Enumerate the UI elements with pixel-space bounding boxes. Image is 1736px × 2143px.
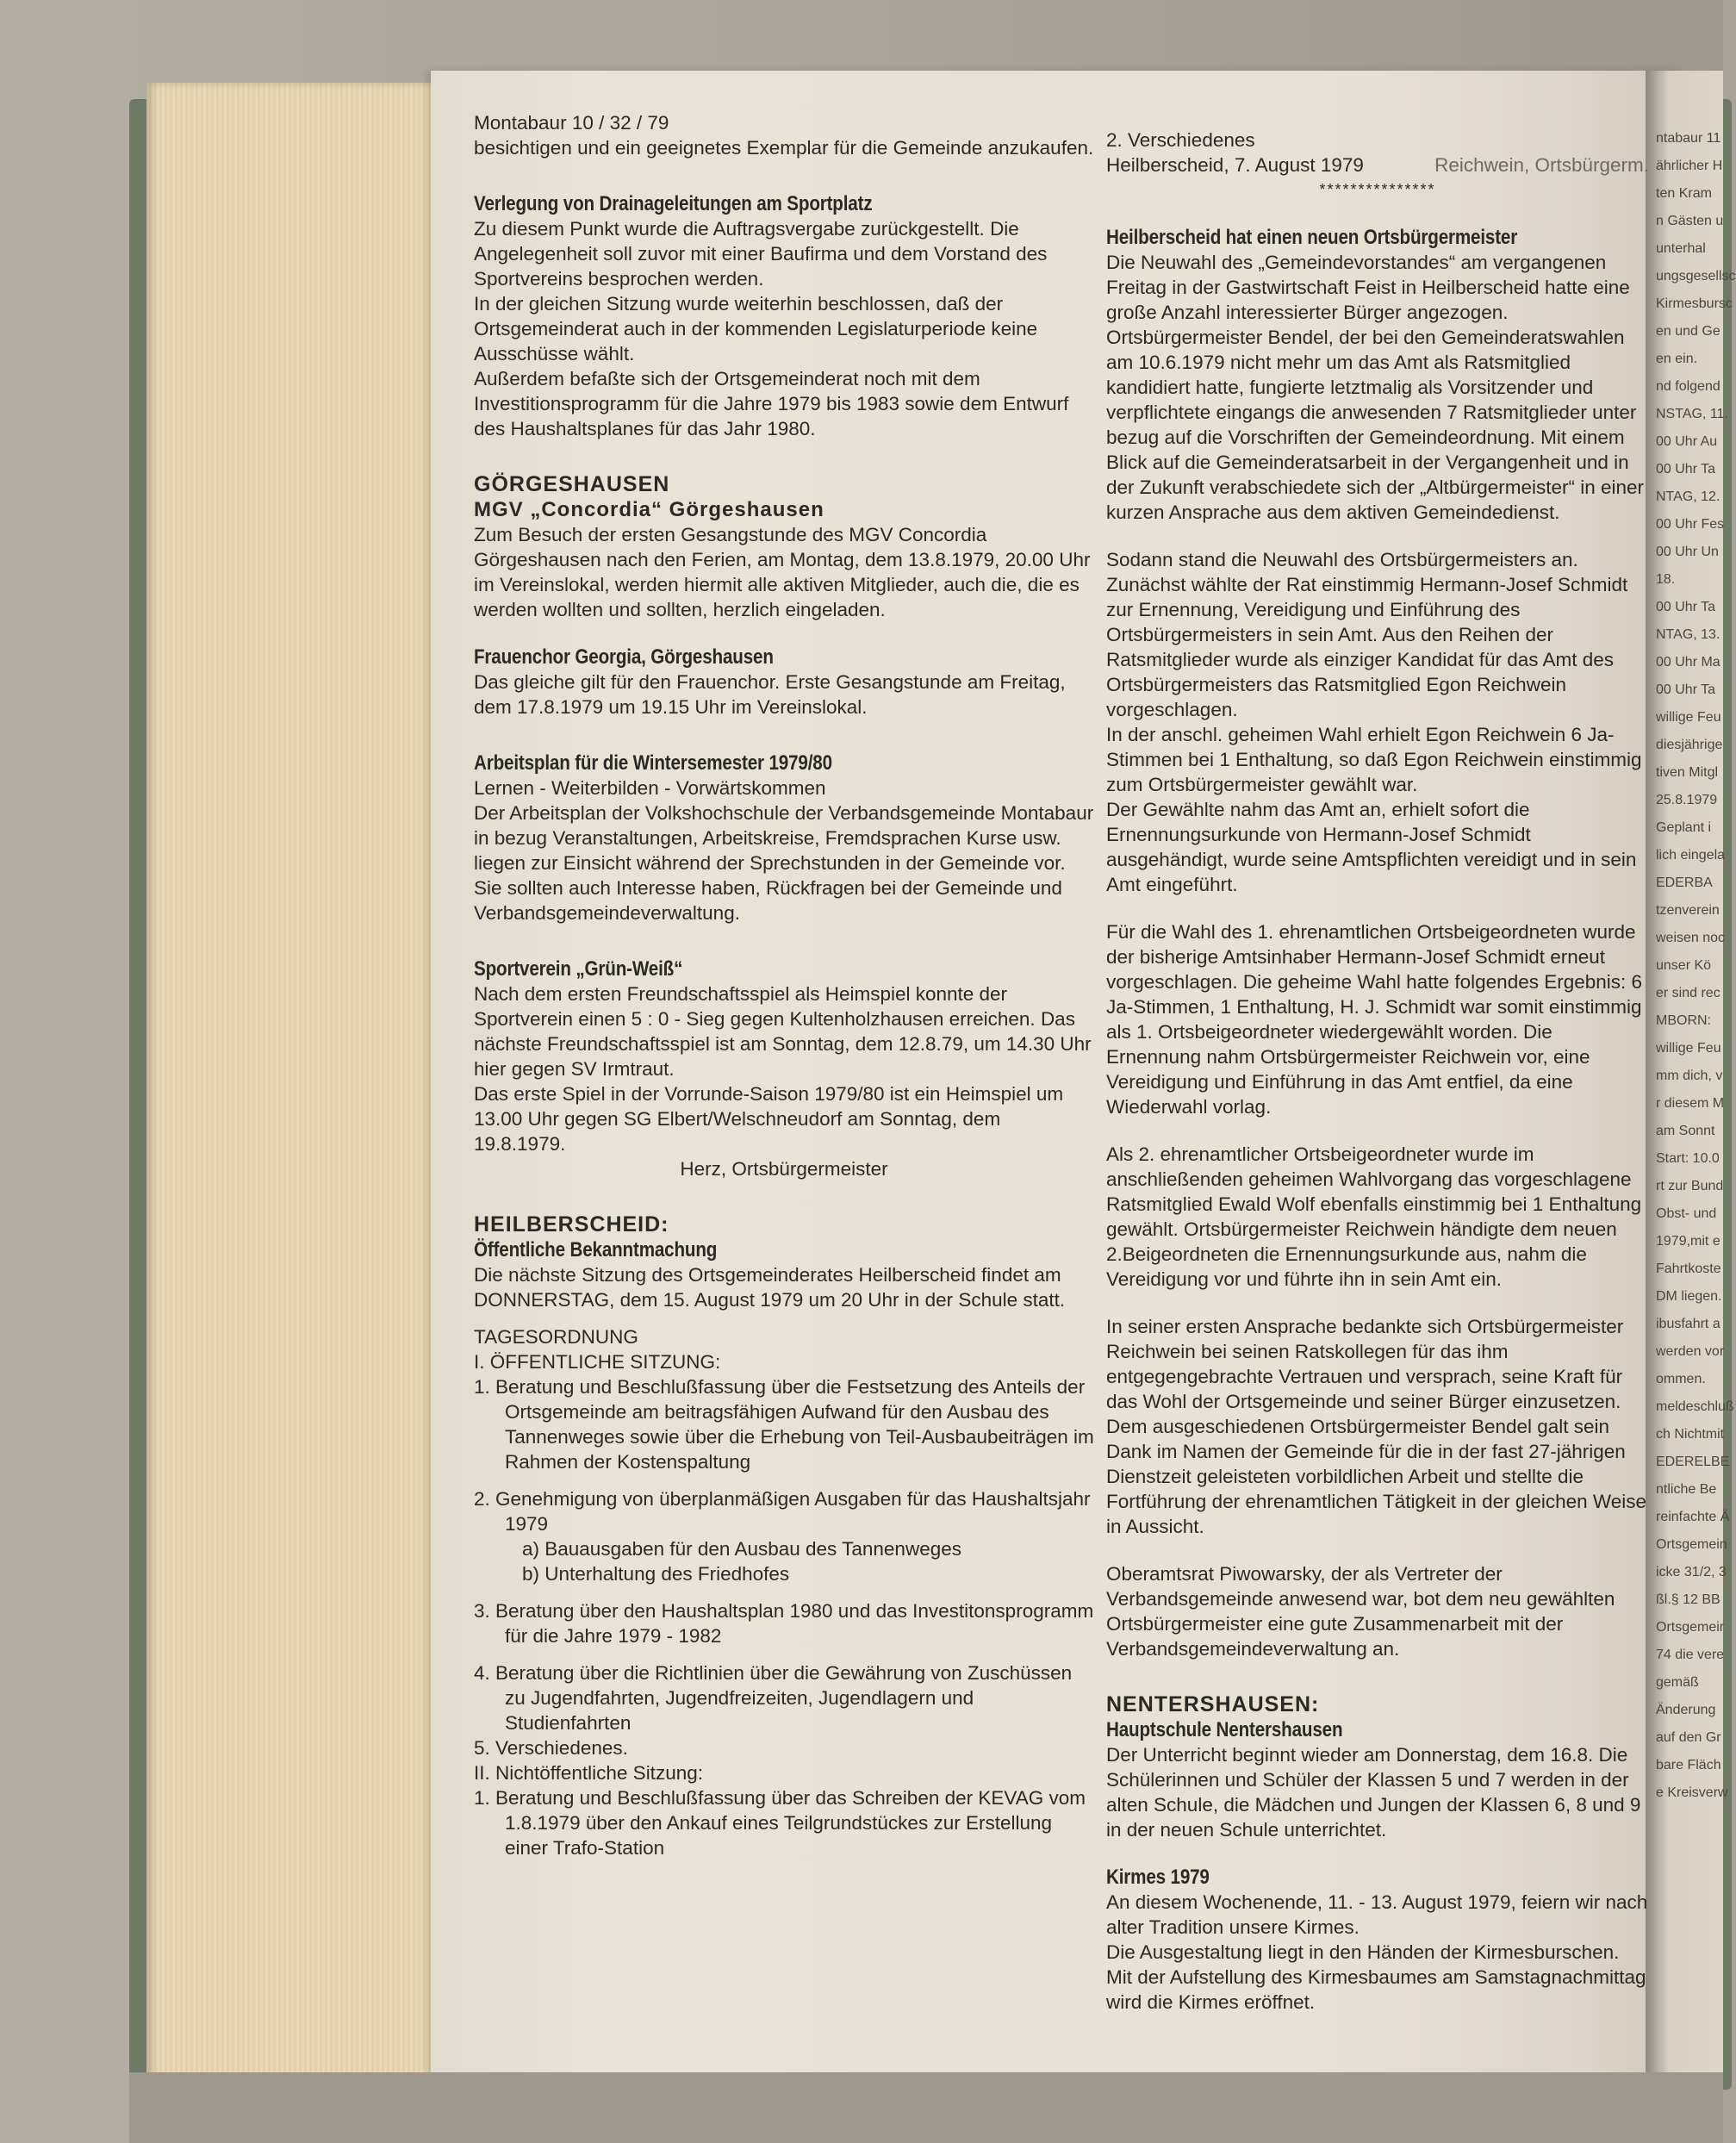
section-heading-heilberscheid: HEILBERSCHEID: [474,1212,669,1237]
next-page-fragment: mm dich, v [1656,1068,1723,1083]
next-page-fragment: 00 Uhr Ta [1656,600,1716,614]
arbeitsplan-heading: Arbeitsplan für die Wintersemester 1979/80 [474,751,832,775]
next-page-fragment: 00 Uhr Ta [1656,462,1716,477]
next-page-fragment: ch Nichtmit [1656,1427,1725,1442]
next-page-fragment: Kirmesbursc [1656,296,1733,311]
next-page-fragment: 00 Uhr Ta [1656,682,1716,697]
next-page-fragment: 00 Uhr Fes [1656,517,1725,532]
article-paragraph: In der anschl. geheimen Wahl erhielt Egon Reichwein 6 Ja-Stimmen bei 1 Enthaltung, so daß Egon Reichwein einstimmig zum Ortsbürgermeister gewählt war. [1106,724,1642,795]
bekanntmachung-paragraph: Die nächste Sitzung des Ortsgemeinderates Heilberscheid findet am DONNERSTAG, dem 15. August 1979 um 20 Uhr in der Schule statt. [474,1264,1066,1311]
drain-paragraph: Außerdem befaßte sich der Ortsgemeinderat noch mit dem Investitionsprogramm für die Jahre 1979 bis 1983 sowie dem Entwurf des Haushaltsplanes für das Jahr 1980. [474,368,1069,439]
right-column [1106,128,1649,2015]
next-page-fragment: r diesem M [1656,1096,1725,1111]
sportverein-paragraph: Das erste Spiel in der Vorrunde-Saison 1979/80 ist ein Heimspiel um 13.00 Uhr gegen SG Elbert/Welschneudorf am Sonntag, dem 19.8.1979. [474,1083,1064,1155]
next-page-fragment: Änderung [1656,1703,1716,1717]
agenda-private-title: II. Nichtöffentliche Sitzung: [474,1762,703,1784]
sportverein-signature: Herz, Ortsbürgermeister [680,1158,888,1180]
next-page-fragment: tiven Mitgl [1656,765,1719,780]
next-page-fragment: DM liegen. [1656,1289,1722,1304]
kirmes-paragraph: An diesem Wochenende, 11. - 13. August 1979, feiern wir nach alter Tradition unsere Kirmes. [1106,1891,1648,1938]
next-page-fragment: ommen. [1656,1372,1706,1386]
next-page-fragment: ten Kram [1656,186,1712,201]
next-page-fragment: weisen noc [1656,931,1726,945]
agenda-public-title: I. ÖFFENTLICHE SITZUNG: [474,1351,721,1373]
agenda-item: 5. Verschiedenes. [474,1737,628,1759]
agenda-title: TAGESORDNUNG [474,1326,638,1348]
next-page-fragment: NTAG, 12. [1656,489,1720,504]
header-reference: Montabaur 10 / 32 / 79 [474,112,669,134]
next-page-fragment: n Gästen u [1656,214,1724,228]
next-page-fragment: Geplant i [1656,820,1712,835]
sportverein-paragraph: Nach dem ersten Freundschaftsspiel als Heimspiel konnte der Sportverein einen 5 : 0 - Sieg gegen Kultenholzhausen erreichen. Das nächste Freundschaftsspiel ist am Sonntag, dem 12.8.79, um 14.30 Uhr hier gegen SV Irmtraut. [474,983,1092,1080]
agenda-item: 2. Genehmigung von überplanmäßigen Ausgaben für das Haushaltsjahr 1979 [474,1488,1091,1535]
mgv-heading: MGV „Concordia“ Görgeshausen [474,498,824,521]
article-paragraph: Oberamtsrat Piwowarsky, der als Vertreter der Verbandsgemeinde anwesend war, bot dem neu gewählten Ortsbürgermeister eine gute Zusammenarbeit mit der Verbandsgemeindeverwaltung an. [1106,1563,1615,1660]
next-page-fragment: willige Feu [1656,710,1721,725]
next-page-fragment: gemäß [1656,1675,1699,1690]
drain-paragraph: Zu diesem Punkt wurde die Auftragsvergabe zurückgestellt. Die Angelegenheit soll zuvor mit einer Baufirma und dem Vorstand des Sportvereins besprochen werden. [474,218,1048,290]
next-page-fragment: Fahrtkoste [1656,1262,1721,1276]
arbeitsplan-paragraph: Der Arbeitsplan der Volkshochschule der Verbandsgemeinde Montabaur in bezug Veranstaltungen, Arbeitskreise, Fremdsprachen Kurse usw. liegen zur Einsicht während der Sprechstunden in der Gemeinde vor. [474,802,1094,874]
neuer-ortsbuergermeister-heading: Heilberscheid hat einen neuen Ortsbürgermeister [1106,226,1518,249]
next-page-fragment: werden vor [1656,1344,1725,1359]
next-page-edge [1646,71,1736,2078]
next-page-fragment: unterhal [1656,241,1706,256]
next-page-fragment: Ortsgemeir [1656,1620,1725,1635]
frauenchor-heading: Frauenchor Georgia, Görgeshausen [474,645,774,669]
agenda-item: 1. Beratung und Beschlußfassung über das Schreiben der KEVAG vom 1.8.1979 über den Ankauf eines Teilgrundstückes zur Erstellung einer Trafo-Station [474,1787,1086,1859]
intro-text: besichtigen und ein geeignetes Exemplar für die Gemeinde anzukaufen. [474,137,1094,159]
signature-place-date: Heilberscheid, 7. August 1979 [1106,154,1364,176]
article-paragraph: Sodann stand die Neuwahl des Ortsbürgermeisters an. Zunächst wählte der Rat einstimmig Hermann-Josef Schmidt zur Ernennung, Vereidigung und Einführung des Ortsbürgermeisters in sein Amt. Aus den Reihen der Ratsmitglieder wurde als einziger Kandidat für das Amt des Ortsbürgermeisters das Ratsmitglied Egon Reichwein vorgeschlagen. [1106,549,1628,720]
next-page-fragment: lich eingela [1656,848,1726,863]
next-page-fragment: meldeschluß [1656,1399,1734,1414]
next-page-fragment: 00 Uhr Ma [1656,655,1720,670]
next-page-fragment: NTAG, 13. [1656,627,1720,642]
arbeitsplan-slogan: Lernen - Weiterbilden - Vorwärtskommen [474,777,826,799]
next-page-fragment: icke 31/2, 3 [1656,1565,1727,1579]
next-page-fragment: ntabaur 11 [1656,131,1721,146]
signature-name: Reichwein, Ortsbürgerm. [1434,154,1649,176]
next-page-fragment: MBORN: [1656,1013,1711,1028]
next-page-fragment: NSTAG, 11. [1656,407,1728,421]
next-page-fragment: reinfachte Ä [1656,1510,1730,1524]
scanner-bottom-edge [129,2072,1723,2143]
next-page-fragment: 00 Uhr Un [1656,545,1719,559]
agenda-item: 1. Beratung und Beschlußfassung über die Festsetzung des Anteils der Ortsgemeinde am beitragsfähigen Aufwand für den Ausbau des Tannenweges sowie über die Erhebung von Teil-Ausbaubeiträgen im Rahmen der Kostenspaltung [474,1376,1094,1473]
kirmes-heading: Kirmes 1979 [1106,1866,1210,1889]
next-page-fragment: Start: 10.0 [1656,1151,1720,1166]
next-page-fragment: 18. [1656,572,1676,587]
next-page-fragment: diesjährige [1656,738,1723,752]
article-paragraph: Die Neuwahl des „Gemeindevorstandes“ am vergangenen Freitag in der Gastwirtschaft Feist in Heilberscheid hatte eine große Anzahl interessierter Bürger angezogen. Ortsbürgermeister Bendel, der bei den Gemeinderatswahlen am 10.6.1979 nicht mehr um das Amt als Ratsmitglied kandidiert hatte, fungierte letztmalig als Vorsitzender und verpflichtete eingangs die anwesenden 7 Ratsmitglieder unter bezug auf die Vorschriften der Gemeindeordnung. Mit einem Blick auf die Gemeinderatsarbeit in der Vergangenheit und in der Zukunft verabschiedete sich der „Altbürgermeister“ in einer kurzen Ansprache aus dem aktiven Gemeindedienst. [1106,252,1645,523]
separator-stars: *************** [1319,181,1436,198]
next-page-fragment: en ein. [1656,352,1698,366]
next-page-fragment: 25.8.1979 [1656,793,1718,807]
next-page-fragment: ßl.§ 12 BB [1656,1592,1720,1607]
drain-paragraph: In der gleichen Sitzung wurde weiterhin beschlossen, daß der Ortsgemeinderat auch in der kommenden Legislaturperiode keine Ausschüsse wählt. [474,293,1038,364]
section-heading-goergeshausen: GÖRGESHAUSEN [474,472,670,496]
next-page-fragment: rt zur Bund [1656,1179,1724,1193]
next-page-fragment: 74 die vere [1656,1648,1725,1662]
agenda-item: 2. Verschiedenes [1106,129,1255,151]
next-page-fragment: er sind rec [1656,986,1720,1000]
mgv-paragraph: Zum Besuch der ersten Gesangstunde des MGV Concordia Görgeshausen nach den Ferien, am Montag, dem 13.8.1979, 20.00 Uhr im Vereinslokal, werden hiermit alle aktiven Mitglieder, auch die, die es werden wollten und sollten, herzlich eingeladen. [474,524,1091,620]
next-page-fragment: en und Ge [1656,324,1720,339]
next-page-fragment: ungsgesellsc [1656,269,1736,283]
next-page-fragment: Obst- und [1656,1206,1717,1221]
agenda-subitem: b) Unterhaltung des Friedhofes [522,1563,790,1585]
next-page-fragment: EDERBA [1656,875,1713,890]
drain-heading: Verlegung von Drainageleitungen am Sportplatz [474,192,873,215]
article-paragraph: Als 2. ehrenamtlicher Ortsbeigeordneter wurde im anschließenden geheimen Wahlvorgang das vorgeschlagene Ratsmitglied Ewald Wolf ebenfalls einstimmig bei 1 Enthaltung gewählt. Ortsbürgermeister Reichwein händigte dem neuen 2.Beigeordneten die Ernennungsurkunde aus, nahm die Vereidigung vor und führte ihn in sein Amt ein. [1106,1143,1642,1290]
next-page-fragment: e Kreisverw [1656,1785,1728,1800]
next-page-fragment: 1979,mit e [1656,1234,1720,1249]
next-page-fragment: ährlicher H [1656,159,1723,173]
agenda-item: 4. Beratung über die Richtlinien über die Gewährung von Zuschüssen zu Jugendfahrten, Jugendfreizeiten, Jugendlagern und Studienfahrten [474,1662,1073,1734]
sportverein-heading: Sportverein „Grün-Weiß“ [474,957,683,981]
next-page-fragment: bare Fläch [1656,1758,1721,1772]
signature-row [1106,153,1649,178]
article-paragraph: Für die Wahl des 1. ehrenamtlichen Ortsbeigeordneten wurde der bisherige Amtsinhaber Hermann-Josef Schmidt erneut vorgeschlagen. Die geheime Wahl hatte folgendes Ergebnis: 6 Ja-Stimmen, 1 Enthaltung, H. J. Schmidt war somit einstimmig als 1. Ortsbeigeordneter wiedergewählt worden. Die Ernennung nahm Ortsbürgermeister Reichwein vor, eine Vereidigung und Einführung in das Amt entfiel, da eine Wiederwahl vorlag. [1106,921,1643,1118]
frauenchor-paragraph: Das gleiche gilt für den Frauenchor. Erste Gesangstunde am Freitag, dem 17.8.1979 um 19.15 Uhr im Vereinslokal. [474,671,1066,718]
next-page-fragment: nd folgend [1656,379,1720,394]
next-page-fragment: tzenverein [1656,903,1720,918]
article-paragraph: Der Gewählte nahm das Amt an, erhielt sofort die Ernennungsurkunde von Hermann-Josef Schmidt ausgehändigt, wurde seine Amtspflichten vereidigt und in sein Amt eingeführt. [1106,799,1637,895]
next-page-fragment: ibusfahrt a [1656,1317,1720,1331]
hauptschule-heading: Hauptschule Nentershausen [1106,1718,1343,1741]
agenda-item: 3. Beratung über den Haushaltsplan 1980 und das Investitonsprogramm für die Jahre 1979 - 1982 [474,1600,1094,1647]
next-page-fragment: auf den Gr [1656,1730,1721,1745]
arbeitsplan-paragraph: Sie sollten auch Interesse haben, Rückfragen bei der Gemeinde und Verbandsgemeindeverwaltung. [474,877,1062,924]
agenda-subitem: a) Bauausgaben für den Ausbau des Tannenweges [522,1538,961,1560]
next-page-fragment: willige Feu [1656,1041,1721,1056]
next-page-fragment: Ortsgemein [1656,1537,1727,1552]
kirmes-paragraph: Die Ausgestaltung liegt in den Händen der Kirmesburschen. Mit der Aufstellung des Kirmesbaumes am Samstagnachmittag wird die Kirmes eröffnet. [1106,1941,1646,2013]
next-page-fragment: unser Kö [1656,958,1712,973]
article-paragraph: In seiner ersten Ansprache bedankte sich Ortsbürgermeister Reichwein bei seinen Ratskollegen für das ihm entgegengebrachte Vertrauen und versprach, seine Kraft für das Wohl der Ortsgemeinde und seiner Bürger einzusetzen. Dem ausgeschiedenen Ortsbürgermeister Bendel galt sein Dank im Namen der Gemeinde für die in der fast 27-jährigen Dienstzeit geleisteten vorbildlichen Arbeit und stellte die Fortführung der ehrenamtlichen Tätigkeit in der gleichen Weise in Aussicht. [1106,1316,1647,1537]
bekanntmachung-heading: Öffentliche Bekanntmachung [474,1238,718,1262]
left-column [474,110,1094,1860]
next-page-fragment: 00 Uhr Au [1656,434,1718,449]
next-page-fragment: am Sonnt [1656,1124,1715,1138]
section-heading-nentershausen: NENTERSHAUSEN: [1106,1692,1320,1716]
hauptschule-paragraph: Der Unterricht beginnt wieder am Donnerstag, dem 16.8. Die Schülerinnen und Schüler der Klassen 5 und 7 werden in der alten Schule, die Mädchen und Jungen der Klassen 6, 8 und 9 in der neuen Schule unterrichtet. [1106,1744,1641,1841]
next-page-fragment: ntliche Be [1656,1482,1717,1497]
next-page-fragment: EDERELBE [1656,1455,1730,1469]
